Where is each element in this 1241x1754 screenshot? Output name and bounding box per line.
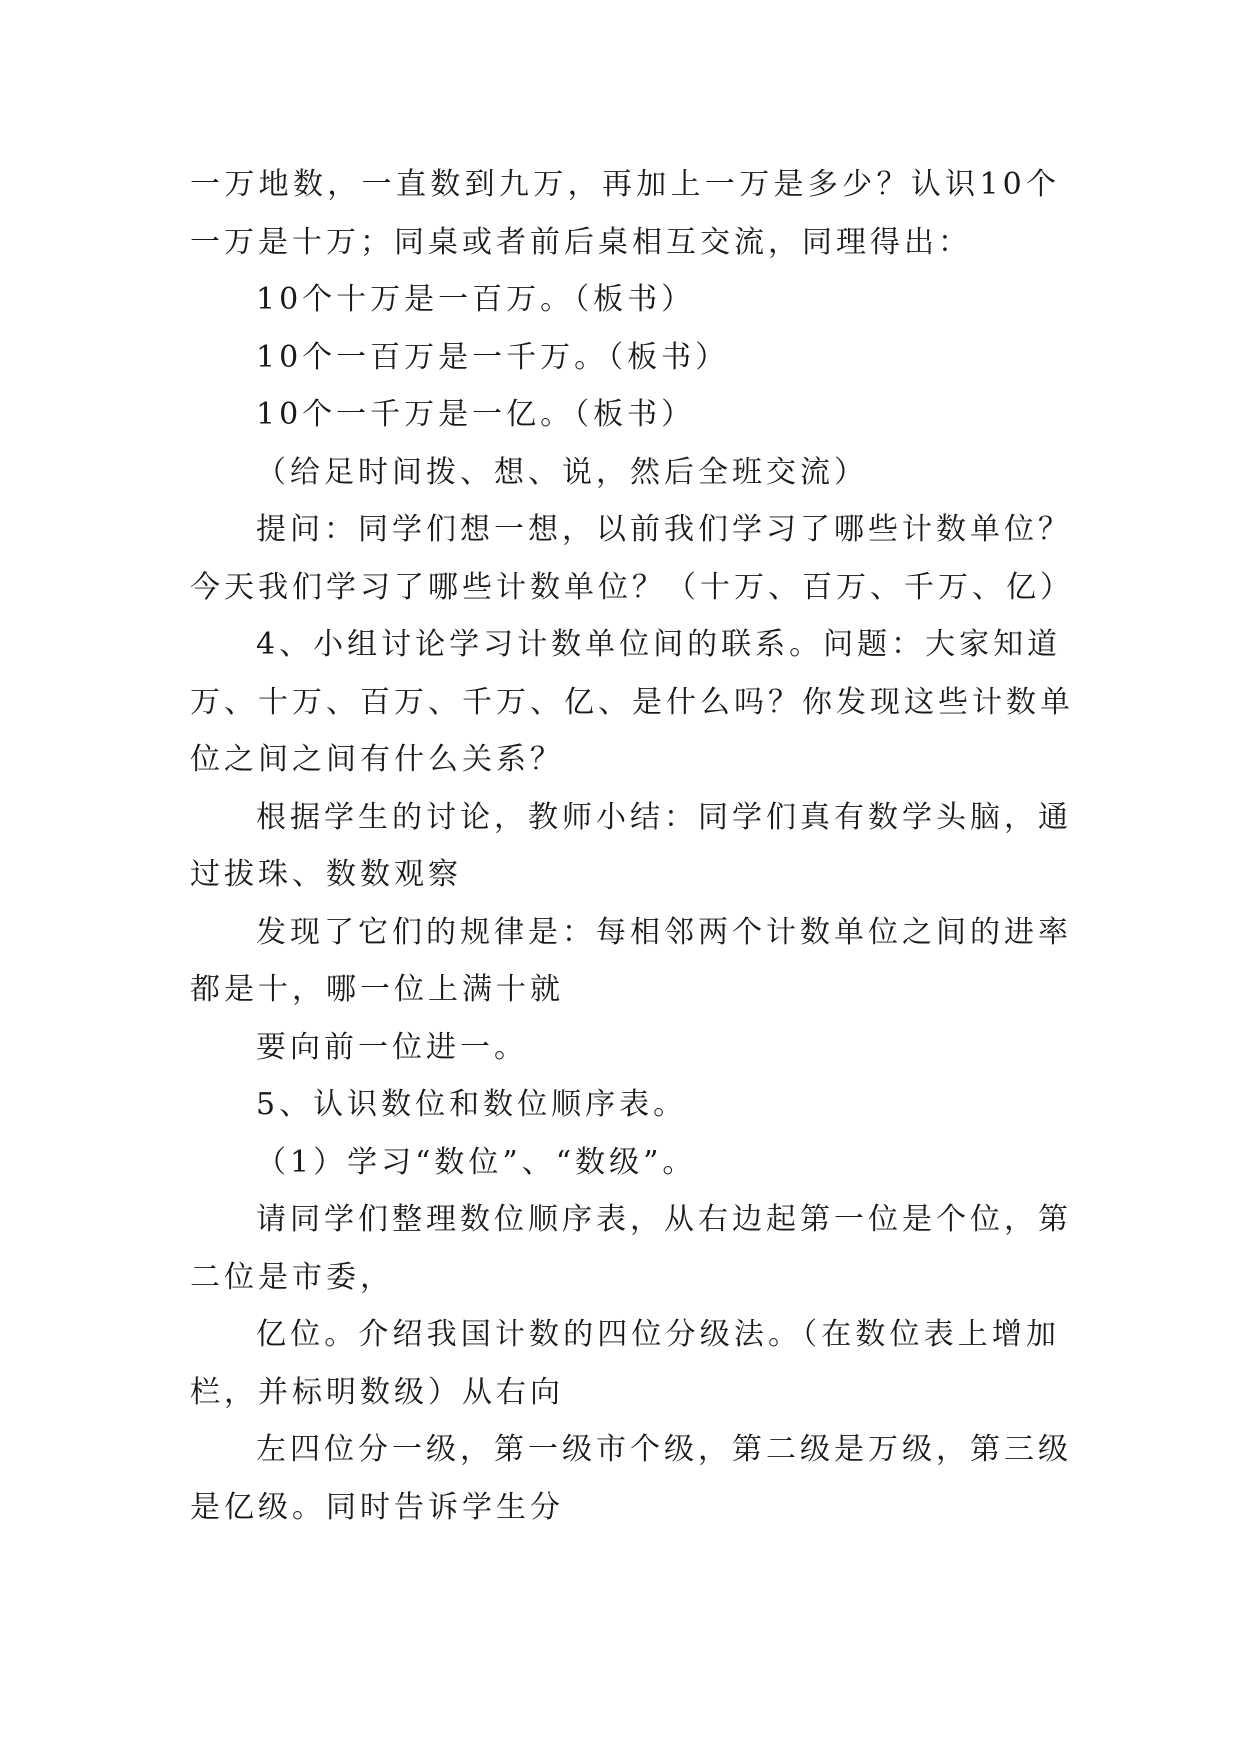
- text-line: 一万地数，一直数到九万，再加上一万是多少？认识10个: [190, 167, 1060, 202]
- text-line: 10个一百万是一千万。（板书）: [256, 339, 730, 375]
- text-line: 是亿级。同时告诉学生分: [190, 1489, 564, 1525]
- text-line: 请同学们整理数位顺序表，从右边起第一位是个位，第: [256, 1202, 1072, 1237]
- text-line: 左四位分一级，第一级市个级，第二级是万级，第三级: [256, 1432, 1072, 1467]
- text-line: 要向前一位进一。: [256, 1029, 528, 1065]
- text-line: 万、十万、百万、千万、亿、是什么吗？你发现这些计数单: [190, 684, 1074, 720]
- text-line: （给足时间拨、想、说，然后全班交流）: [256, 454, 868, 490]
- text-line: 5、认识数位和数位顺序表。: [256, 1087, 688, 1122]
- text-line: 都是十，哪一位上满十就: [190, 972, 564, 1007]
- text-line: 一万是十万；同桌或者前后桌相互交流，同理得出：: [190, 224, 972, 260]
- text-line: 亿位。介绍我国计数的四位分级法。（在数位表上增加: [256, 1317, 1060, 1352]
- text-line: 过拔珠、数数观察: [190, 857, 462, 892]
- text-line: 4、小组讨论学习计数单位间的联系。问题：大家知道: [256, 627, 1062, 662]
- text-line: 发现了它们的规律是：每相邻两个计数单位之间的进率: [256, 914, 1072, 950]
- text-line: 位之间之间有什么关系？: [190, 742, 564, 777]
- text-line: （1）学习“数位”、“数级”。: [256, 1144, 697, 1180]
- text-line: 根据学生的讨论，教师小结：同学们真有数学头脑，通: [256, 799, 1072, 835]
- text-line: 提问：同学们想一想，以前我们学习了哪些计数单位？: [256, 512, 1072, 547]
- text-line: 今天我们学习了哪些计数单位？（十万、百万、千万、亿）: [190, 569, 1074, 605]
- text-line: 栏，并标明数级）从右向: [190, 1374, 564, 1410]
- text-line: 二位是市委，: [190, 1259, 394, 1295]
- text-line: 10个十万是一百万。（板书）: [256, 282, 696, 317]
- text-line: 10个一千万是一亿。（板书）: [256, 397, 696, 432]
